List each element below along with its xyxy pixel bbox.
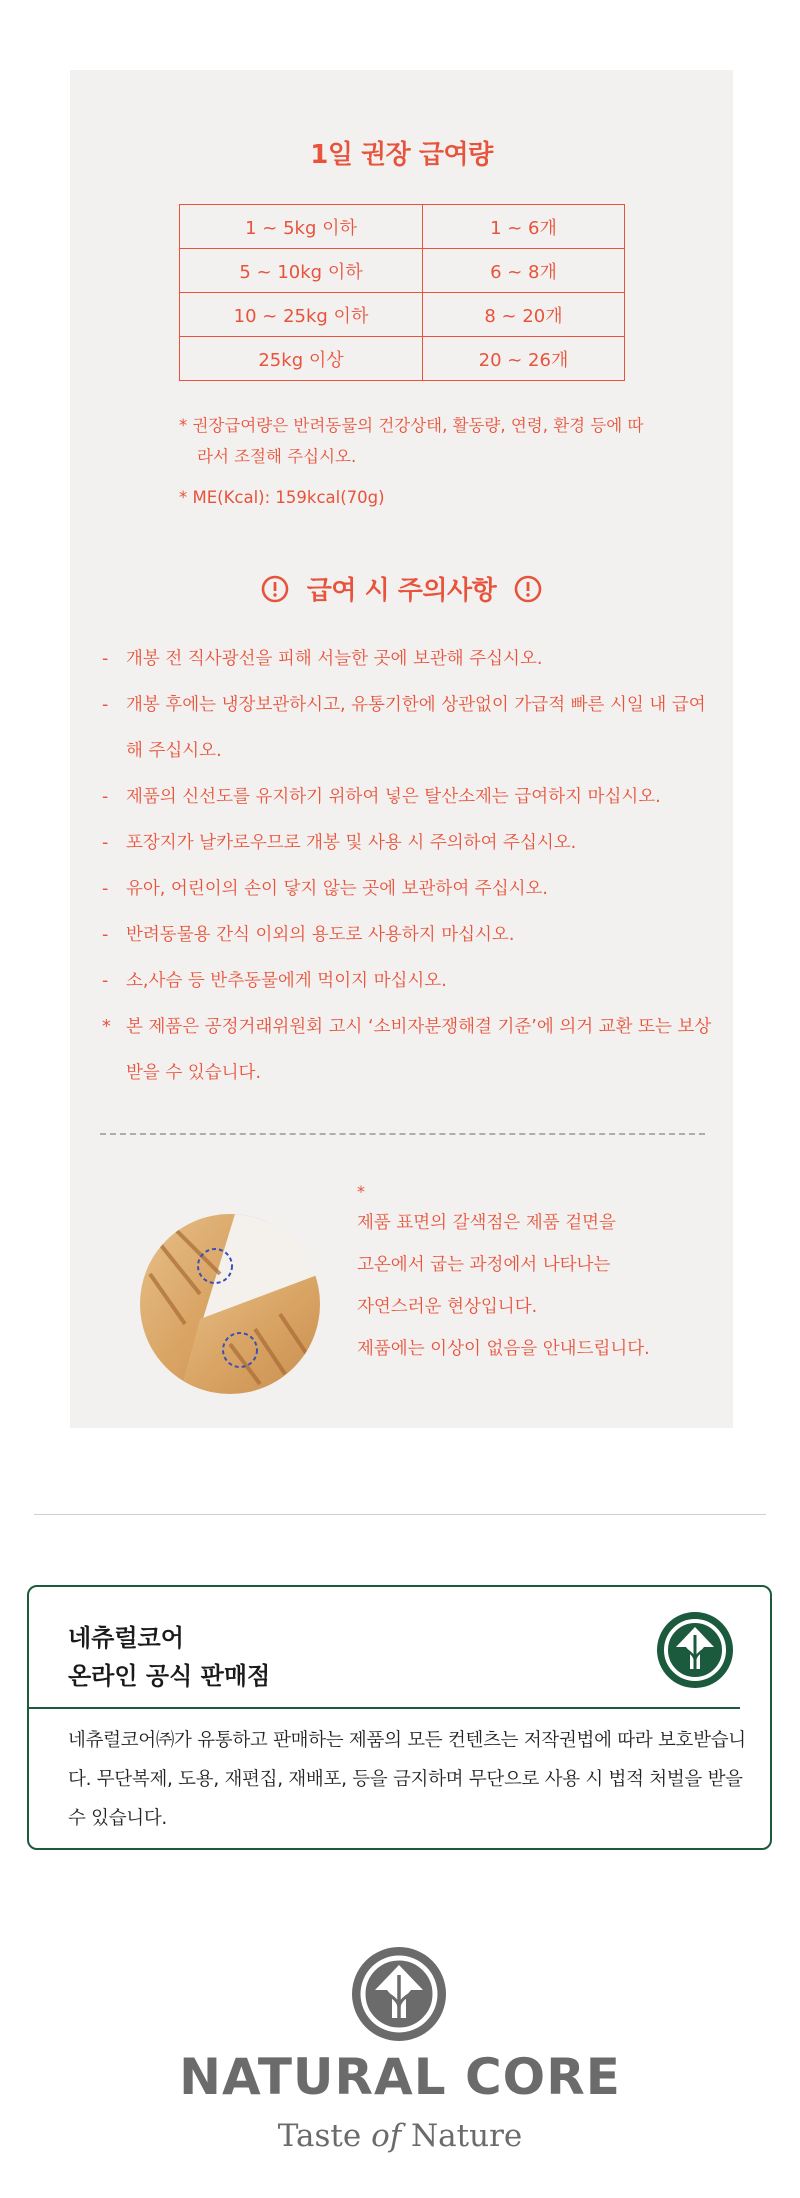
caution-item [102,820,712,866]
feeding-row [180,337,625,381]
caution-item [102,912,712,958]
slogan-part: Taste [277,2118,372,2154]
feeding-table [179,204,625,381]
caution-item-text: 본 제품은 공정거래위원회 고시 ‘소비자분쟁해결 기준’에 의거 교환 또는 보상 받을 수 있습니다. [126,1017,712,1083]
caution-title [70,570,733,607]
feeding-amount-cell: 6 ~ 8개 [423,249,625,293]
feeding-amount-cell: 8 ~ 20개 [423,293,625,337]
brand-slogan [0,2118,800,2154]
section-separator [34,1514,766,1515]
slogan-part: Nature [401,2118,523,2154]
caution-item [102,958,712,1004]
caution-item-mark: - [102,833,109,853]
caution-item-text: 반려동물용 간식 이외의 용도로 사용하지 마십시오. [126,925,515,945]
feeding-weight-cell: 10 ~ 25kg 이하 [180,293,423,337]
brand-name: NATURAL CORE [179,2048,621,2106]
product-info-panel [70,70,733,1428]
caution-item [102,682,712,774]
caution-item [102,1004,712,1096]
feeding-note: * 권장급여량은 반려동물의 건강상태, 활동량, 연령, 환경 등에 따라서 조절해 주십시오. [179,416,644,466]
caution-item-mark: * [102,1017,111,1037]
photo-note [357,1182,717,1370]
feeding-amount-cell: 1 ~ 6개 [423,205,625,249]
feeding-note: * ME(Kcal): 159kcal(70g) [179,488,385,507]
store-name [68,1619,270,1695]
feeding-amount-cell: 20 ~ 26개 [423,337,625,381]
brand-tree-logo [656,1611,734,1689]
caution-icon [514,575,542,603]
copyright-notice [27,1585,772,1850]
caution-item-text: 제품의 신선도를 유지하기 위하여 넣은 탈산소제는 급여하지 마십시오. [126,787,661,807]
feeding-weight-cell: 5 ~ 10kg 이하 [180,249,423,293]
store-name-line: 온라인 공식 판매점 [68,1662,271,1690]
feeding-title: 1일 권장 급여량 [310,140,493,170]
caution-item-mark: - [102,971,109,991]
caution-item-text: 소,사슴 등 반추동물에게 먹이지 마십시오. [126,971,447,991]
caution-item [102,636,712,682]
caution-item-text: 포장지가 날카로우므로 개봉 및 사용 시 주의하여 주십시오. [126,833,577,853]
feeding-weight-cell: 1 ~ 5kg 이하 [180,205,423,249]
photo-note-line: 고온에서 굽는 과정에서 나타나는 [357,1255,611,1275]
product-photo [140,1214,320,1394]
feeding-row [180,293,625,337]
caution-item-mark: - [102,787,109,807]
caution-item-text: 개봉 후에는 냉장보관하시고, 유통기한에 상관없이 가급적 빠른 시일 내 급여해 주십시오. [126,695,706,761]
box-divider [29,1707,740,1709]
caution-item-mark: - [102,695,109,715]
feeding-row [180,249,625,293]
caution-icon [261,575,289,603]
feeding-weight-cell: 25kg 이상 [180,337,423,381]
feeding-notes [179,410,649,513]
copyright-text: 네츄럴코어㈜가 유통하고 판매하는 제품의 모든 컨텐츠는 저작권법에 따라 보호받습니다. 무단복제, 도용, 재편집, 재배포, 등을 금지하며 무단으로 사용 시 법적 처벌을 받을 수 있습니다. [68,1730,746,1829]
caution-title-text: 급여 시 주의사항 [306,576,497,606]
photo-note-line: 자연스러운 현상입니다. [357,1297,538,1317]
caution-item-mark: - [102,925,109,945]
slogan-of: of [371,2118,402,2154]
caution-item-mark: - [102,649,109,669]
dashed-divider [100,1133,705,1135]
caution-item-mark: - [102,879,109,899]
photo-note-star: * [357,1182,365,1201]
caution-item [102,774,712,820]
caution-list [102,636,712,1096]
store-name-line: 네츄럴코어 [68,1624,184,1652]
caution-item-text: 유아, 어린이의 손이 닿지 않는 곳에 보관하여 주십시오. [126,879,548,899]
brand-emblem-icon [351,1946,447,2042]
caution-item-text: 개봉 전 직사광선을 피해 서늘한 곳에 보관해 주십시오. [126,649,543,669]
feeding-row [180,205,625,249]
caution-item [102,866,712,912]
photo-note-line: 제품 표면의 갈색점은 제품 겉면을 [357,1213,616,1233]
photo-note-line: 제품에는 이상이 없음을 안내드립니다. [357,1339,650,1359]
